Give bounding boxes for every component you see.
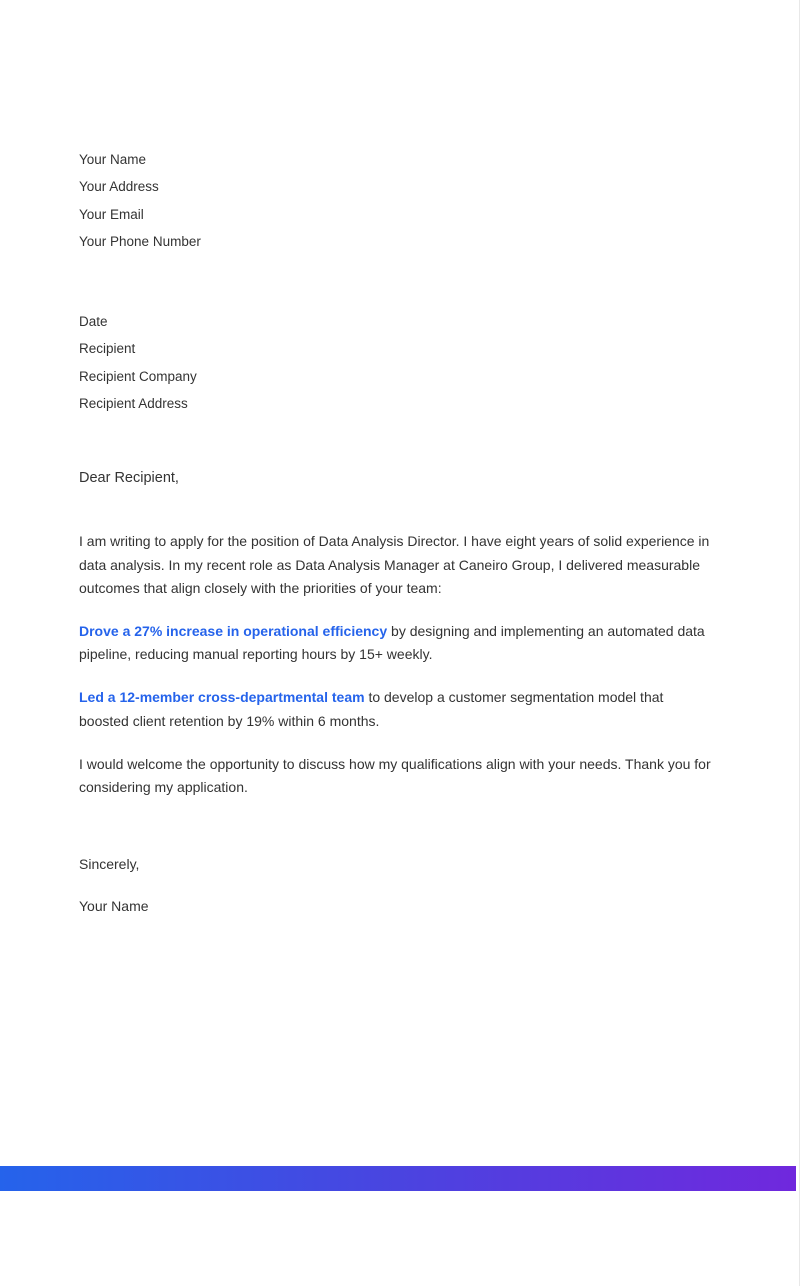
sender-address: Your Address <box>79 179 159 195</box>
achievement-one-highlight: Drove a 27% increase in operational efficiency <box>79 622 388 639</box>
sender-email: Your Email <box>79 206 144 222</box>
letter-body <box>79 0 716 917</box>
intro-paragraph: I am writing to apply for the position of Data Analysis Director. I have eight years of solid experience in data analysis. In my recent role as Data Analysis Manager at Caneiro Group, I delivered measurable outcomes that align closely with the priorities of your team: <box>79 533 710 596</box>
recipient-block <box>79 308 716 417</box>
letter-content <box>79 530 716 799</box>
achievement-two-text: to develop a customer segmentation model that boosted client retention by 19% within 6 months. <box>79 689 664 729</box>
valediction: Sincerely, <box>79 856 140 873</box>
achievement-one-text: by designing and implementing an automated data pipeline, reducing manual reporting hours by 15+ weekly. <box>79 622 705 663</box>
footer-gradient-bar <box>0 1166 796 1191</box>
letter-date: Date <box>79 314 108 330</box>
sender-contact-block <box>79 146 716 255</box>
salutation: Dear Recipient, <box>79 470 179 487</box>
recipient-name: Recipient <box>79 341 136 357</box>
recipient-company: Recipient Company <box>79 368 197 384</box>
closing-block <box>79 853 716 917</box>
signature-name: Your Name <box>79 898 149 915</box>
achievement-paragraph-two <box>79 686 716 732</box>
sender-name: Your Name <box>79 152 147 167</box>
achievement-paragraph-one <box>79 620 716 666</box>
sender-phone: Your Phone Number <box>79 233 201 249</box>
recipient-address: Recipient Address <box>79 396 188 412</box>
achievement-two-highlight: Led a 12-member cross-departmental team <box>79 689 365 706</box>
conclusion-paragraph: I would welcome the opportunity to discuss how my qualifications align with your needs. Thank you for considering my application. <box>79 755 711 795</box>
